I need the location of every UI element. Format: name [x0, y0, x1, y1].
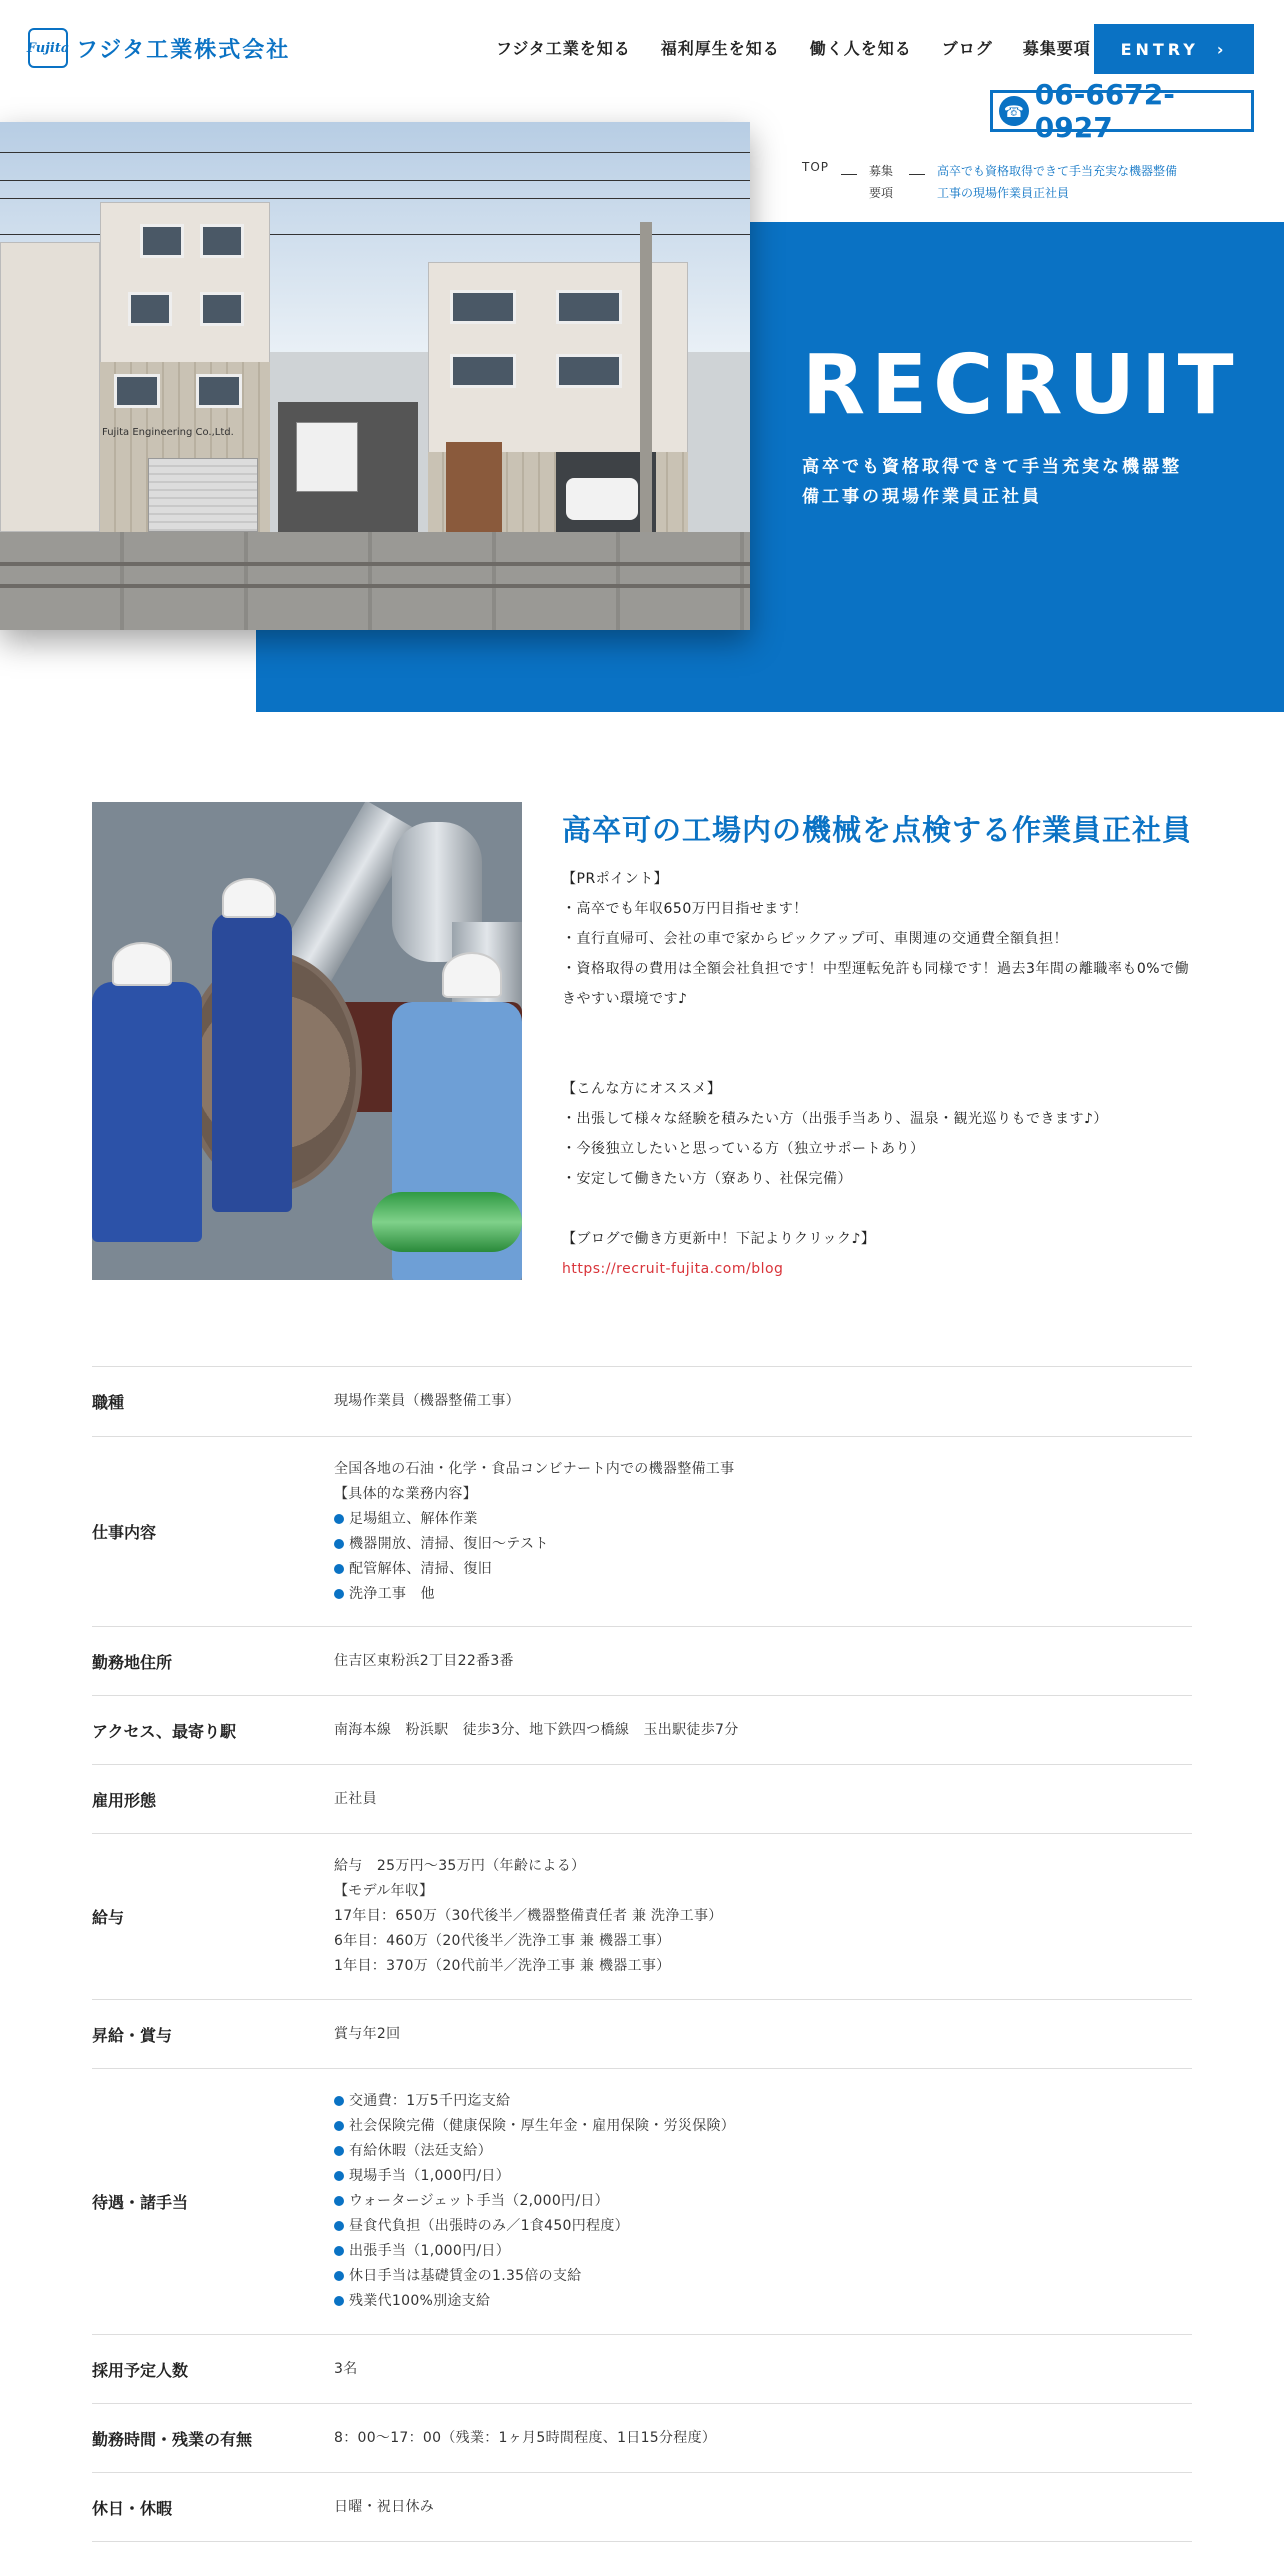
- row-value: 8：00～17：00（残業：1ヶ月5時間程度、1日15分程度）: [334, 2429, 717, 2446]
- bullet-dot-icon: [334, 1564, 344, 1574]
- bullet-dot-icon: [334, 2271, 344, 2281]
- recommend-point: ・出張して様々な経験を積みたい方（出張手当あり、温泉・観光巡りもできます♪）: [562, 1111, 1108, 1127]
- hero-subtitle: 高卒でも資格取得できて手当充実な機器整備工事の現場作業員正社員: [802, 457, 1182, 507]
- requirements-table: [92, 1366, 1192, 2542]
- breadcrumb-top[interactable]: TOP: [802, 160, 830, 174]
- row-value: 現場作業員（機器整備工事）: [334, 1393, 520, 1409]
- blog-heading: 【ブログで働き方更新中！下記よりクリック♪】: [562, 1231, 876, 1247]
- nav-item-people[interactable]: 働く人を知る: [809, 39, 912, 58]
- recommend-heading: 【こんな方にオススメ】: [562, 1081, 722, 1097]
- row-value: 給与 25万円～35万円（年齢による） 【モデル年収】 17年目：650万（30代後半／機器整備責任者 兼 洗浄工事） 6年目：460万（20代後半／洗浄工事 兼 機器工事） 1年目：370万（20代前半／洗浄工事 兼 機器工事）: [334, 1858, 723, 1974]
- table-row: [92, 1367, 1192, 1437]
- bullet-dot-icon: [334, 1539, 344, 1549]
- row-label: 給与: [92, 1908, 125, 1927]
- blog-link[interactable]: https://recruit-fujita.com/blog: [562, 1261, 784, 1277]
- hero-building-photo: [0, 122, 750, 630]
- bullet-dot-icon: [334, 2171, 344, 2181]
- bullet-dot-icon: [334, 1514, 344, 1524]
- row-label: 採用予定人数: [92, 2360, 189, 2380]
- company-name: フジタ工業株式会社: [76, 37, 291, 63]
- bullet-dot-icon: [334, 1589, 344, 1599]
- pr-heading: 【PRポイント】: [562, 871, 669, 887]
- table-row: [92, 2473, 1192, 2542]
- table-row: [92, 2404, 1192, 2473]
- pr-point: ・資格取得の費用は全額会社負担です！中型運転免許も同様です！過去3年間の離職率も0%で働きやすい環境です♪: [562, 961, 1190, 1007]
- table-row: [92, 1834, 1192, 2000]
- table-row: [92, 1437, 1192, 1627]
- table-row: [92, 2000, 1192, 2069]
- row-label: 待遇・諸手当: [92, 2193, 189, 2212]
- main-nav: [496, 36, 1091, 59]
- row-label: 勤務地住所: [92, 1652, 173, 1672]
- nav-item-benefits[interactable]: 福利厚生を知る: [660, 39, 780, 58]
- breadcrumb-requirements[interactable]: 募集要項: [869, 164, 894, 200]
- recommend-point: ・今後独立したいと思っている方（独立サポートあり）: [562, 1141, 925, 1157]
- bullet-dot-icon: [334, 2096, 344, 2106]
- job-title: 高卒可の工場内の機械を点検する作業員正社員: [562, 813, 1193, 847]
- breadcrumb-separator: [841, 174, 857, 175]
- hero-title: RECRUIT: [802, 338, 1240, 433]
- row-value: 賞与年2回: [334, 2025, 401, 2042]
- table-row: [92, 2069, 1192, 2335]
- row-label: 休日・休暇: [92, 2498, 173, 2518]
- bullet-dot-icon: [334, 2196, 344, 2206]
- row-label: 雇用形態: [92, 1790, 157, 1810]
- bullet-dot-icon: [334, 2246, 344, 2256]
- phone-icon: ☎: [999, 96, 1029, 126]
- job-description: [562, 864, 1192, 1284]
- pr-point: ・高卒でも年収650万円目指せます！: [562, 901, 808, 917]
- table-row: [92, 1696, 1192, 1765]
- breadcrumb-current: 高卒でも資格取得できて手当充実な機器整備工事の現場作業員正社員: [937, 164, 1178, 200]
- table-row: [92, 2335, 1192, 2404]
- breadcrumb: [802, 160, 1177, 204]
- table-row: [92, 1627, 1192, 1696]
- fujita-logo-mark: Fujita: [28, 28, 68, 68]
- nav-item-about[interactable]: フジタ工業を知る: [496, 39, 631, 58]
- row-value: 3名: [334, 2360, 358, 2377]
- row-value: 日曜・祝日休み: [334, 2498, 435, 2515]
- phone-number: 06-6672-0927: [1034, 78, 1175, 144]
- pr-point: ・直行直帰可、会社の車で家からピックアップ可、車関連の交通費全額負担！: [562, 931, 1068, 947]
- table-row: [92, 1765, 1192, 1834]
- building-sign: Fujita Engineering Co.,Ltd.: [102, 427, 234, 438]
- row-value: 交通費：1万5千円迄支給 社会保険完備（健康保険・厚生年金・雇用保険・労災保険） 有給休暇（法廷支給） 現場手当（1,000円/日） ウォータージェット手当（2,000円/日） 昼食代負担（出張時のみ／1食450円程度） 出張手当（1,000円/日） 休日手当は基礎賃金の1.35倍の支給 残業代100%別途支給: [334, 2089, 1192, 2314]
- row-label: 職種: [92, 1393, 125, 1412]
- row-label: アクセス、最寄り駅: [92, 1721, 237, 1741]
- recommend-point: ・安定して働きたい方（寮あり、社保完備）: [562, 1171, 852, 1187]
- row-label: 勤務時間・残業の有無: [92, 2429, 253, 2449]
- row-value: 南海本線 粉浜駅 徒歩3分、地下鉄四つ橋線 玉出駅徒歩7分: [334, 1721, 739, 1738]
- bullet-dot-icon: [334, 2221, 344, 2231]
- row-label: 仕事内容: [92, 1523, 157, 1542]
- chevron-right-icon: ›: [1216, 39, 1228, 59]
- row-label: 昇給・賞与: [92, 2025, 173, 2045]
- row-value: 住吉区東粉浜2丁目22番3番: [334, 1652, 514, 1669]
- bullet-dot-icon: [334, 2296, 344, 2306]
- entry-button-label: ENTRY: [1120, 39, 1199, 59]
- bullet-dot-icon: [334, 2146, 344, 2156]
- bullet-dot-icon: [334, 2121, 344, 2131]
- entry-button[interactable]: [1094, 24, 1254, 74]
- breadcrumb-separator: [909, 174, 925, 175]
- row-value: 正社員: [334, 1790, 377, 1807]
- phone-number-box[interactable]: [990, 78, 1254, 144]
- nav-item-requirements[interactable]: 募集要項: [1022, 39, 1091, 58]
- row-value: 全国各地の石油・化学・食品コンビナート内での機器整備工事 【具体的な業務内容】 足場組立、解体作業 機器開放、清掃、復旧～テスト 配管解体、清掃、復旧 洗浄工事 他: [334, 1460, 735, 1602]
- nav-item-blog[interactable]: ブログ: [941, 39, 993, 58]
- company-logo[interactable]: [28, 28, 290, 68]
- worker-photo: [92, 802, 522, 1280]
